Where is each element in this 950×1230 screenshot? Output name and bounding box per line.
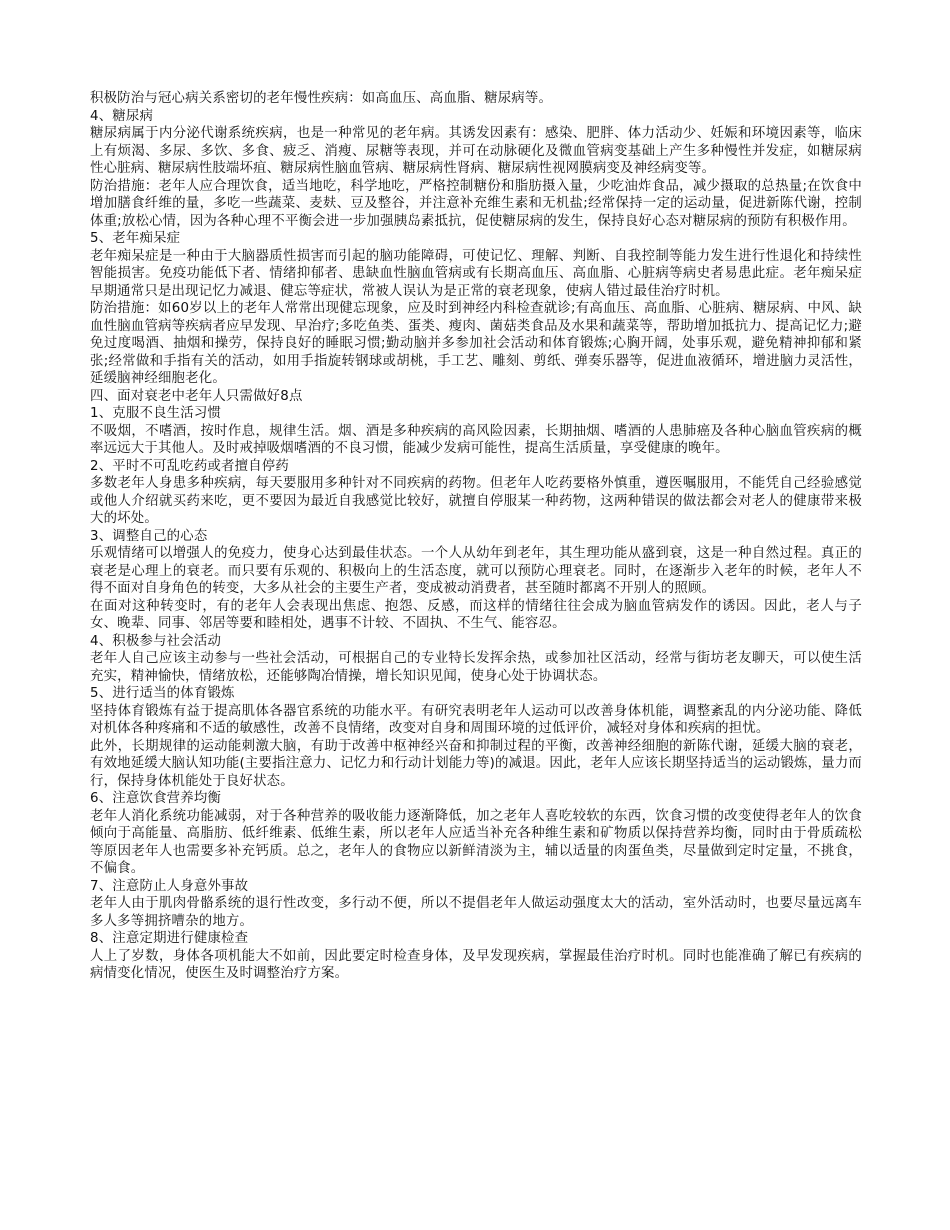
heading-nutrition: 6、注意饮食营养均衡 — [90, 791, 222, 806]
paragraph-checkups: 人上了岁数，身体各项机能大不如前，因此要定时检查身体，及早发现疾病，掌握最佳治疗时机。同时也能准确了解已有疾病的病情变化情况，使医生及时调整治疗方案。 — [90, 948, 862, 981]
paragraph-bad-habits: 不吸烟，不嗜酒，按时作息，规律生活。烟、酒是多种疾病的高风险因素，长期抽烟、嗜酒的人患肺癌及各种心脑血管疾病的概率远远大于其他人。及时戒掉吸烟嗜酒的不良习惯，能减少发病可能性，提高生活质量，享受健康的晚年。 — [90, 423, 862, 456]
heading-checkups: 8、注意定期进行健康检查 — [90, 931, 249, 946]
heading-section-four: 四、面对衰老中老年人只需做好8点 — [90, 388, 303, 404]
heading-dementia: 5、老年痴呆症 — [90, 231, 181, 246]
paragraph-nutrition: 老年人消化系统功能减弱，对于各种营养的吸收能力逐渐降低，加之老年人喜吃较软的东西，饮食习惯的改变使得老年人的饮食倾向于高能量、高脂肪、低纤维素、低维生素，所以老年人应适当补充各种维生素和矿物质以保持营养均衡，同时由于骨质疏松等原因老年人也需要多补充钙质。总之，老年人的食物应以新鲜清淡为主，辅以适量的肉蛋鱼类，尽量做到定时定量，不挑食，不偏食。 — [90, 808, 862, 876]
paragraph-dementia-description: 老年痴呆症是一种由于大脑器质性损害而引起的脑功能障碍，可使记忆、理解、判断、自我控制等能力发生进行性退化和持续性智能损害。免疫功能低下者、情绪抑郁者、患缺血性脑血管病或有长期高血压、高血脂、心脏病等病史者易患此症。老年痴呆症早期通常只是出现记忆力减退、健忘等症状，常被人误认为是正常的衰老现象，使病人错过最佳治疗时机。 — [90, 248, 862, 299]
paragraph-accidents: 老年人由于肌肉骨骼系统的退行性改变，多行动不便，所以不提倡老年人做运动强度太大的活动，室外活动时，也要尽量远离车多人多等拥挤嘈杂的地方。 — [90, 896, 862, 929]
paragraph-mindset-2: 在面对这种转变时，有的老年人会表现出焦虑、抱怨、反感，而这样的情绪往往会成为脑血管病发作的诱因。因此，老人与子女、晚辈、同事、邻居等要和睦相处，遇事不计较、不固执、不生气、能容忍。 — [90, 598, 862, 631]
paragraph-exercise-1: 坚持体育锻炼有益于提高肌体各器官系统的功能水平。有研究表明老年人运动可以改善身体机能，调整紊乱的内分泌功能、降低对机体各种疼痛和不适的敏感性，改善不良情绪，改变对自身和周围环境的过低评价，减轻对身体和疾病的担忧。 — [90, 703, 862, 736]
heading-exercise: 5、进行适当的体育锻炼 — [90, 686, 235, 701]
heading-medication: 2、平时不可乱吃药或者擅自停药 — [90, 458, 289, 474]
paragraph-dementia-prevention: 防治措施：如60岁以上的老年人常常出现健忘现象，应及时到神经内科检查就诊;有高血压、高血脂、心脏病、糖尿病、中风、缺血性脑血管病等疾病者应早发现、早治疗;多吃鱼类、蛋类、瘦肉、菌菇类食品及水果和蔬菜等，帮助增加抵抗力、提高记忆力;避免过度喝酒、抽烟和操劳，保持良好的睡眠习惯;勤动脑并多参加社会活动和体育锻炼;心胸开阔，处事乐观，避免精神抑郁和紧张;经常做和手指有关的活动，如用手指旋转钢球或胡桃，手工艺、雕刻、剪纸、弹奏乐器等，促进血液循环，增进脑力灵活性，延缓脑神经细胞老化。 — [90, 301, 862, 386]
heading-accidents: 7、注意防止人身意外事故 — [90, 878, 249, 894]
paragraph-social: 老年人自己应该主动参与一些社会活动，可根据自己的专业特长发挥余热，或参加社区活动，经常与街坊老友聊天，可以使生活充实，精神愉快，情绪放松，还能够陶冶情操，增长知识见闻，使身心处于协调状态。 — [90, 651, 862, 684]
paragraph-diabetes-prevention: 防治措施：老年人应合理饮食，适当地吃，科学地吃，严格控制糖份和脂肪摄入量，少吃油炸食品，减少摄取的总热量;在饮食中增加膳食纤维的量，多吃一些蔬菜、麦麸、豆及整谷，并注意补充维生素和无机盐;经常保持一定的运动量，促进新陈代谢，控制体重;放松心情，因为各种心理不平衡会进一步加强胰岛素抵抗，促使糖尿病的发生，保持良好心态对糖尿病的预防有积极作用。 — [90, 178, 862, 229]
paragraph-mindset-1: 乐观情绪可以增强人的免疫力，使身心达到最佳状态。一个人从幼年到老年，其生理功能从盛到衰，这是一种自然过程。真正的衰老是心理上的衰老。而只要有乐观的、积极向上的生活态度，就可以预防心理衰老。同时，在逐渐步入老年的时候，老年人不得不面对自身角色的转变，大多从社会的主要生产者，变成被动消费者，甚至随时都离不开别人的照顾。 — [90, 546, 862, 596]
heading-diabetes: 4、糖尿病 — [90, 108, 154, 124]
paragraph-medication: 多数老年人身患多种疾病，每天要服用多种针对不同疾病的药物。但老年人吃药要格外慎重，遵医嘱服用，不能凭自己经验感觉或他人介绍就买药来吃，更不要因为最近自我感觉比较好，就擅自停服某一种药物，这两种错误的做法都会对老人的健康带来极大的坏处。 — [90, 476, 862, 526]
heading-social: 4、积极参与社会活动 — [90, 633, 222, 649]
paragraph-diabetes-description: 糖尿病属于内分泌代谢系统疾病，也是一种常见的老年病。其诱发因素有：感染、肥胖、体力活动少、妊娠和环境因素等，临床上有烦渴、多尿、多饮、多食、疲乏、消瘦、尿糖等表现，并可在动脉硬化及微血管病变基础上产生多种慢性并发症，如糖尿病性心脏病、糖尿病性肢端坏疽、糖尿病性脑血管病、糖尿病性肾病、糖尿病性视网膜病变及神经病变等。 — [90, 126, 862, 176]
heading-mindset: 3、调整自己的心态 — [90, 528, 208, 544]
paragraph-exercise-2: 此外，长期规律的运动能刺激大脑，有助于改善中枢神经兴奋和抑制过程的平衡，改善神经细胞的新陈代谢，延缓大脑的衰老，有效地延缓大脑认知功能(主要指注意力、记忆力和行动计划能力等)的减退。因此，老年人应该长期坚持适当的运动锻炼，量力而行，保持身体机能处于良好状态。 — [90, 738, 862, 789]
paragraph-intro: 积极防治与冠心病关系密切的老年慢性疾病：如高血压、高血脂、糖尿病等。 — [90, 91, 553, 106]
heading-bad-habits: 1、克服不良生活习惯 — [90, 406, 222, 421]
